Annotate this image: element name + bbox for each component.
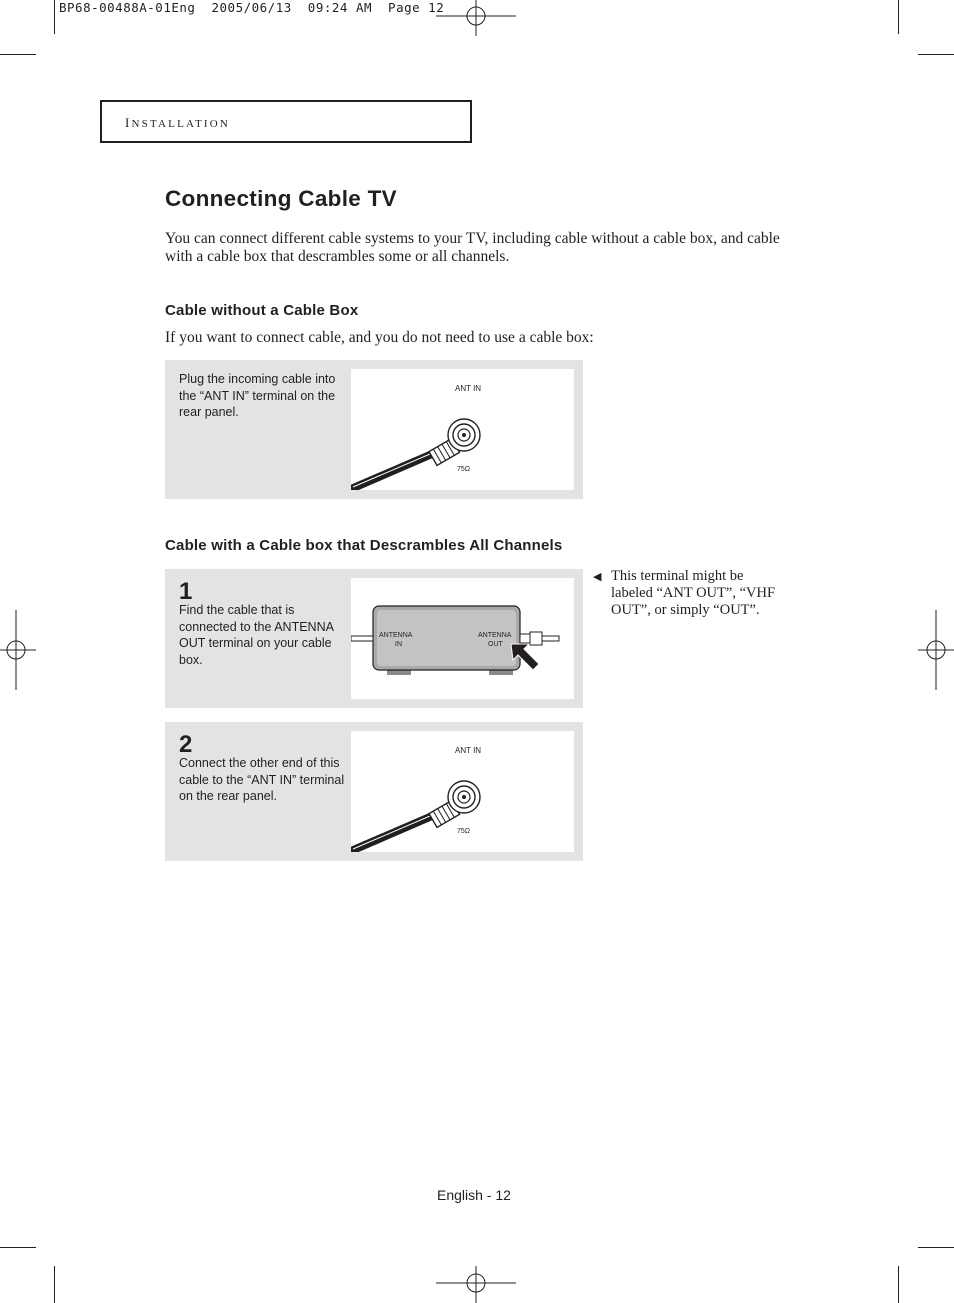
crop-mark bbox=[0, 1247, 36, 1248]
crop-mark bbox=[918, 1247, 954, 1248]
section-label: installation bbox=[125, 111, 231, 132]
step-number: 1 bbox=[179, 578, 193, 605]
subheading-without-box: Cable without a Cable Box bbox=[165, 302, 359, 319]
terminal-note-text: This terminal might be labeled “ANT OUT”, “VHF OUT”, or simply “OUT”. bbox=[611, 568, 776, 618]
page-title: Connecting Cable TV bbox=[165, 186, 397, 211]
antenna-out-label-line1: ANTENNA bbox=[478, 632, 512, 639]
antenna-in-label-line2: IN bbox=[395, 641, 402, 648]
impedance-label: 75Ω bbox=[457, 466, 471, 473]
ant-in-figure bbox=[351, 369, 574, 490]
registration-mark-left bbox=[0, 610, 36, 690]
cable-box-illustration bbox=[351, 578, 574, 699]
registration-mark-right bbox=[918, 610, 954, 690]
impedance-label: 75Ω bbox=[457, 828, 471, 835]
left-pointing-triangle-icon: ◀ bbox=[593, 571, 602, 583]
subheading-with-box: Cable with a Cable box that Descrambles All Channels bbox=[165, 537, 563, 554]
cable-box-figure bbox=[351, 578, 574, 699]
coax-connector-illustration bbox=[351, 369, 574, 490]
without-box-lead: If you want to connect cable, and you do not need to use a cable box: bbox=[165, 329, 594, 346]
antenna-in-label-line1: ANTENNA bbox=[379, 632, 413, 639]
step-2-text: Connect the other end of this cable to the “ANT IN” terminal on the rear panel. bbox=[179, 756, 345, 804]
registration-mark-bottom bbox=[436, 1266, 516, 1303]
coax-connector-illustration bbox=[351, 731, 574, 852]
crop-mark bbox=[0, 54, 36, 55]
instruction-panel-ant-in bbox=[165, 360, 583, 499]
ant-in-label: ANT IN bbox=[455, 746, 482, 755]
intro-paragraph: You can connect different cable systems to your TV, including cable without a cable box, and cable with a cable box that descrambles some or all channels. bbox=[165, 230, 780, 265]
step-2-panel bbox=[165, 722, 583, 861]
crop-mark bbox=[54, 0, 55, 34]
print-slug: BP68-00488A-01Eng 2005/06/13 09:24 AM Page 12 bbox=[59, 0, 445, 15]
antenna-out-label-line2: OUT bbox=[488, 641, 503, 648]
page-footer: English - 12 bbox=[437, 1187, 511, 1203]
ant-in-figure bbox=[351, 731, 574, 852]
instruction-text: Plug the incoming cable into the “ANT IN” terminal on the rear panel. bbox=[179, 372, 336, 420]
registration-mark-top bbox=[436, 0, 516, 36]
crop-mark bbox=[898, 1266, 899, 1303]
step-1-text: Find the cable that is connected to the ANTENNA OUT terminal on your cable box. bbox=[179, 603, 334, 667]
step-number: 2 bbox=[179, 731, 193, 758]
crop-mark bbox=[898, 0, 899, 34]
crop-mark bbox=[918, 54, 954, 55]
ant-in-label: ANT IN bbox=[455, 384, 482, 393]
crop-mark bbox=[54, 1266, 55, 1303]
step-1-panel bbox=[165, 569, 583, 708]
